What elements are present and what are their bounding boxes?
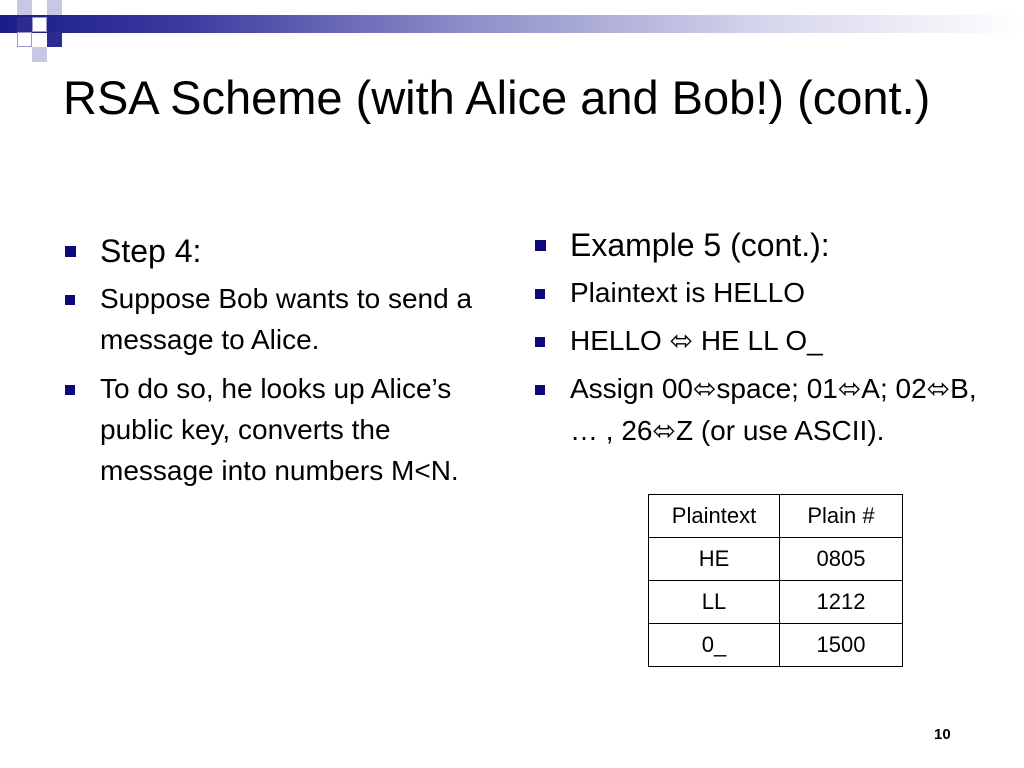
page-number: 10 <box>934 726 951 743</box>
list-item <box>532 368 1002 452</box>
table-cell: HE <box>649 538 780 581</box>
list-item <box>62 278 492 360</box>
square-bullet-icon <box>65 295 75 305</box>
decor-square <box>47 32 62 47</box>
square-bullet-icon <box>535 385 545 395</box>
bullet-text: Step 4: <box>100 233 202 269</box>
column-header: Plaintext <box>649 495 780 538</box>
decor-square <box>47 0 62 15</box>
table-cell: 0_ <box>649 624 780 667</box>
decor-square <box>32 17 47 32</box>
decor-square <box>17 32 32 47</box>
decor-square <box>17 17 32 32</box>
square-bullet-icon <box>65 246 76 257</box>
bullet-text: Assign 00⬄space; 01⬄A; 02⬄B, … , 26⬄Z (or use ASCII). <box>570 373 977 446</box>
table-cell: 0805 <box>780 538 903 581</box>
square-bullet-icon <box>535 240 546 251</box>
right-column <box>532 226 1002 458</box>
table-cell: 1500 <box>780 624 903 667</box>
bullet-text: Example 5 (cont.): <box>570 227 830 263</box>
list-item <box>532 226 1002 264</box>
list-item <box>62 368 492 491</box>
header-band <box>0 15 1024 33</box>
bullet-text: HELLO ⬄ HE LL O_ <box>570 325 823 356</box>
slide-title: RSA Scheme (with Alice and Bob!) (cont.) <box>63 71 931 124</box>
left-column <box>62 232 492 499</box>
plaintext-table <box>648 494 903 667</box>
square-bullet-icon <box>65 385 75 395</box>
table-cell: LL <box>649 581 780 624</box>
list-item <box>532 272 1002 314</box>
decor-square <box>32 47 47 62</box>
table-row <box>649 538 903 581</box>
list-item <box>532 320 1002 362</box>
bullet-text: To do so, he looks up Alice’s public key, converts the message into numbers M<N. <box>100 373 459 486</box>
bullet-text: Suppose Bob wants to send a message to Alice. <box>100 283 473 355</box>
table-row <box>649 624 903 667</box>
column-header: Plain # <box>780 495 903 538</box>
square-bullet-icon <box>535 289 545 299</box>
list-item <box>62 232 492 270</box>
table-cell: 1212 <box>780 581 903 624</box>
table-row <box>649 581 903 624</box>
bullet-text: Plaintext is HELLO <box>570 277 805 308</box>
table-header-row <box>649 495 903 538</box>
decor-square <box>17 0 32 15</box>
square-bullet-icon <box>535 337 545 347</box>
